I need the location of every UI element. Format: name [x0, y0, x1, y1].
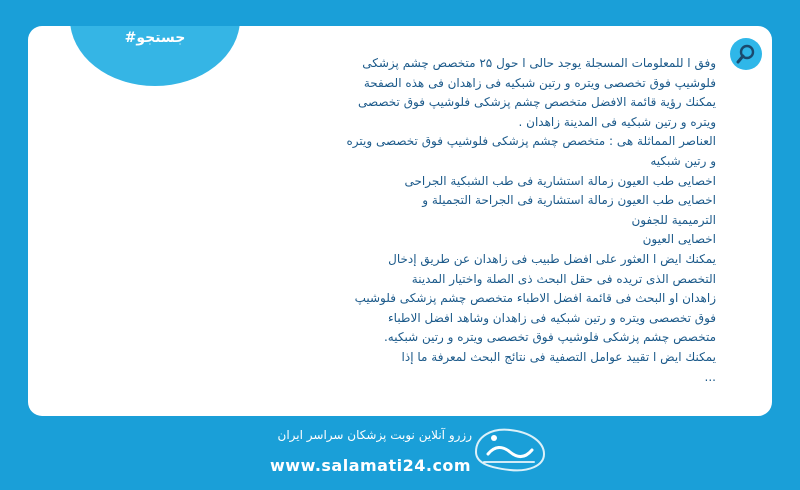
- info-text: [76, 54, 716, 387]
- text-line: و رتين شبكيه: [650, 153, 716, 168]
- text-line: اخصايی العيون: [642, 232, 716, 247]
- text-line: فلوشيپ فوق تخصصی ويتره و رتين شبكيه فی زاهدان فی هذه الصفحة: [363, 75, 716, 90]
- search-icon: [735, 43, 757, 65]
- text-line: ...: [704, 369, 716, 384]
- text-line: يمكنك ايض ا العثور علی افضل طبيب فی زاهدان عن طريق إدخال: [388, 251, 716, 266]
- footer-tagline: رزرو آنلاین نوبت پزشکان سراسر ایران: [277, 428, 472, 442]
- hashtag-search-link[interactable]: #جستجو: [124, 30, 186, 46]
- text-line: ويتره و رتين شبكيه فی المدينة زاهدان .: [518, 114, 716, 129]
- site-url-link[interactable]: www.salamati24.com: [270, 456, 472, 475]
- text-line: زاهدان او البحث فی قائمة افضل الاطباء متخصص چشم پزشكی فلوشيپ: [354, 291, 716, 306]
- search-button[interactable]: [730, 38, 762, 70]
- text-line: اخصايی طب العيون زمالة استشارية فی الجراحة التجميلة و: [422, 193, 716, 208]
- text-line: الترميمية للجفون: [631, 212, 716, 227]
- text-line: متخصص چشم پزشكی فلوشيپ فوق تخصصی ويتره و رتين شبكيه.: [383, 330, 716, 345]
- text-line: اخصايی طب العيون زمالة استشارية فی طب الشبكية الجراحی: [404, 173, 716, 188]
- text-line: العناصر المماثلة هی : متخصص چشم پزشكی فلوشيپ فوق تخصصی ويتره: [346, 134, 716, 149]
- text-line: يمكنك رؤية قائمة الافضل متخصص چشم پزشكی فلوشيپ فوق تخصصی: [357, 95, 716, 110]
- text-line: وفق ا للمعلومات المسجلة يوجد حالی ا حول ۲۵ متخصص چشم پزشکی: [362, 56, 716, 70]
- text-line: يمكنك ايض ا تقييد عوامل التصفية فی نتائج البحث لمعرفة ما إذا: [401, 349, 716, 364]
- content-card: [28, 26, 772, 416]
- text-line: التخصص الذی تريده فی حقل البحث ذی الصلة واختيار المدينة: [411, 271, 716, 286]
- text-line: فوق تخصصی ويتره و رتين شبكيه فی زاهدان وشاهد افضل الاطباء: [388, 310, 716, 325]
- salamati-logo: [470, 424, 550, 476]
